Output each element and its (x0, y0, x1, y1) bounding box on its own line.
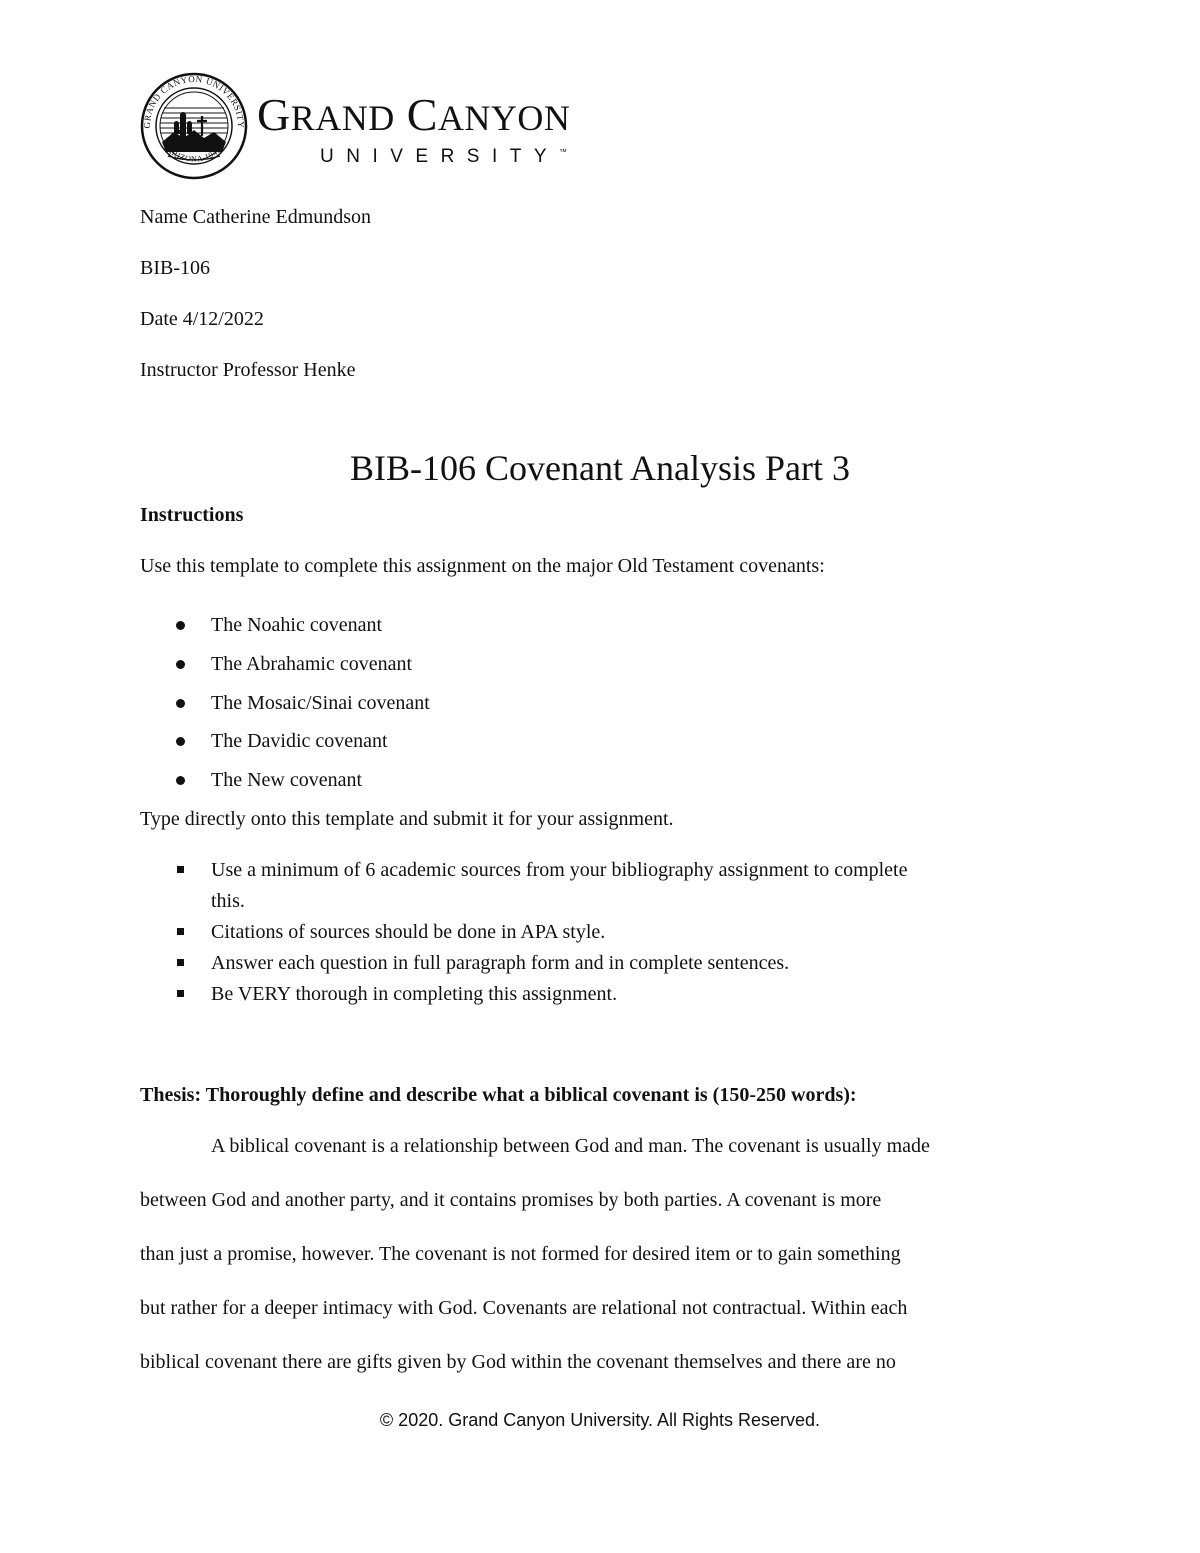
paragraph-line: between God and another party, and it contains promises by both parties. A covenant is more (140, 1189, 882, 1211)
assignment-date: Date 4/12/2022 (140, 308, 264, 330)
square-bullet-icon (177, 928, 184, 935)
paragraph-line: but rather for a deeper intimacy with God. Covenants are relational not contractual. Within each (140, 1297, 908, 1319)
logo-subtitle: UNIVERSITY™ (320, 146, 568, 167)
seal-text-top: GRAND CANYON UNIVERSITY (141, 73, 247, 129)
seal-text-bottom: ARIZONA 1949 (164, 145, 224, 164)
course-code: BIB-106 (140, 257, 210, 279)
thesis-heading: Thesis: Thoroughly define and describe what a biblical covenant is (150-250 words): (140, 1084, 857, 1106)
bullet-icon (176, 737, 185, 746)
copyright-footer: © 2020. Grand Canyon University. All Rights Reserved. (379, 1410, 821, 1430)
square-bullet-icon (177, 866, 184, 873)
document-page: GRAND CANYON UNIVERSITY ARIZONA 1949 GRAND CANYON UNIVERSITY™ Name Catherine Edmundson BIB-106 Date 4/12/2022 Instructor Professor Henke BIB-106 Covenant Analysis Part 3 Instructions Use this template to complete this assignment on the major Old Testament covenants: The Noahic covenant The Abrahamic covenant The Mosaic/Sinai covenant The Davidic covenant The New covenant Type directly onto this template and submit it for your assignment. Use a minimum of 6 academic sources from your bibliography assignment to complete this. Citations of sources should be done in APA style. Answer each question in full paragraph form and in complete sentences. Be VERY thorough in completing this assignment. Thesis: Thoroughly define and describe what a biblical covenant is (150-250 words): A biblical covenant is a relationship between God and man. The covenant is usually made between God and another party, and it contains promises by both parties. A covenant is more than just a promise, however. The covenant is not formed for desired item or to gain something but rather for a deeper intimacy with God. Covenants are relational not contractual. Within each biblical covenant there are gifts given by God within the covenant themselves and there are no © 2020. Grand Canyon University. All Rights Reserved. (0, 0, 1200, 1553)
instructor-name: Instructor Professor Henke (140, 359, 356, 381)
square-bullet-icon (177, 959, 184, 966)
paragraph-line: A biblical covenant is a relationship between God and man. The covenant is usually made (211, 1135, 930, 1157)
university-logo (140, 70, 640, 180)
university-seal-icon (140, 72, 248, 180)
bullet-icon (176, 776, 185, 785)
bullet-icon (176, 621, 185, 630)
paragraph-line: than just a promise, however. The covenant is not formed for desired item or to gain something (140, 1243, 901, 1265)
instructions-heading: Instructions (140, 504, 244, 526)
bullet-icon (176, 699, 185, 708)
logo-wordmark: GRAND CANYON (257, 89, 571, 140)
student-name: Name Catherine Edmundson (140, 206, 372, 228)
instructions-intro: Use this template to complete this assignment on the major Old Testament covenants: (140, 555, 825, 577)
document-title: BIB-106 Covenant Analysis Part 3 (350, 448, 850, 488)
bullet-icon (176, 660, 185, 669)
square-bullet-icon (177, 990, 184, 997)
paragraph-line: biblical covenant there are gifts given by God within the covenant themselves and there are no (140, 1351, 896, 1373)
type-directly-note: Type directly onto this template and submit it for your assignment. (140, 808, 674, 830)
